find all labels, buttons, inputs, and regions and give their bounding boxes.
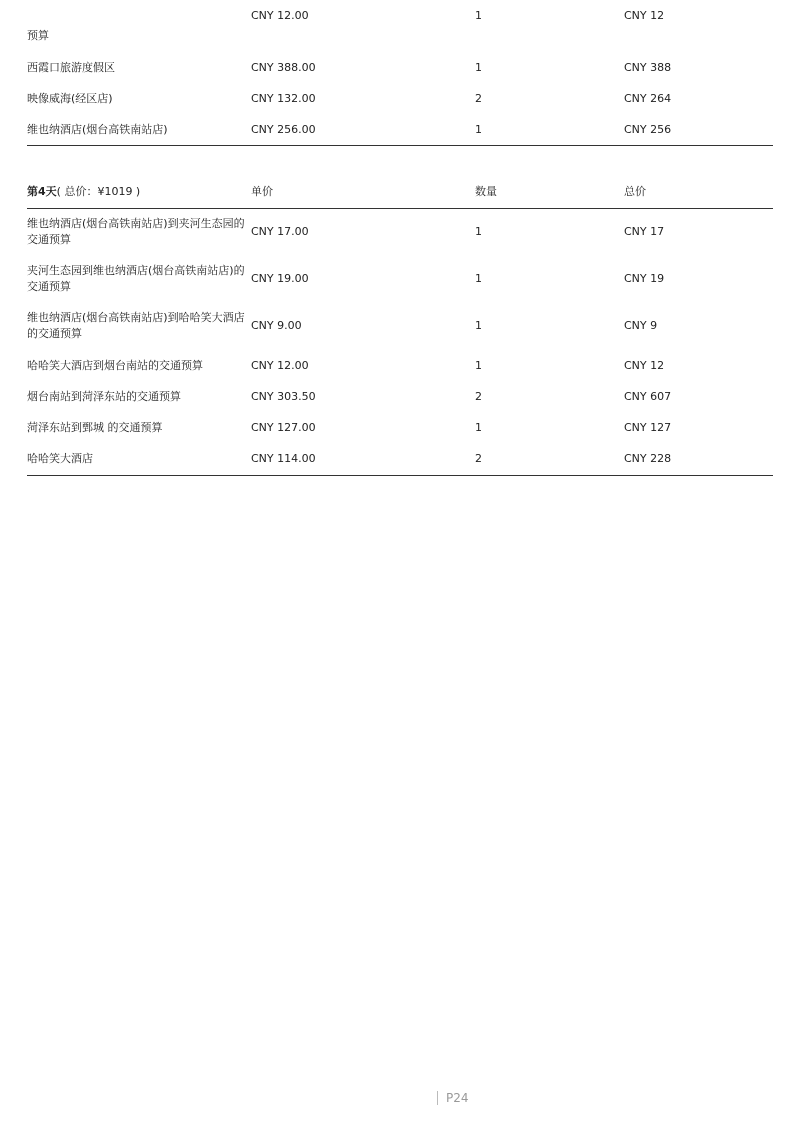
table-bottom-rule	[27, 475, 773, 476]
item-name: 哈哈笑大酒店到烟台南站的交通预算	[27, 359, 203, 372]
unit-price: CNY 12.00	[251, 9, 309, 22]
unit-price: CNY 114.00	[251, 452, 316, 465]
line-total: CNY 19	[624, 272, 665, 285]
quantity: 2	[475, 92, 482, 105]
line-total: CNY 9	[624, 319, 658, 332]
unit-price: CNY 388.00	[251, 61, 316, 74]
partial-table-row	[27, 0, 773, 46]
item-name: 菏泽东站到鄄城 的交通预算	[27, 421, 163, 434]
line-total: CNY 127	[624, 421, 672, 434]
day-title: 第4天	[27, 185, 57, 198]
line-total: CNY 607	[624, 390, 672, 403]
quantity: 1	[475, 319, 482, 332]
day-heading	[27, 184, 249, 200]
table-row	[27, 263, 773, 297]
line-total: CNY 17	[624, 225, 665, 238]
line-total: CNY 388	[624, 61, 672, 74]
unit-price: CNY 19.00	[251, 272, 309, 285]
line-total: CNY 228	[624, 452, 672, 465]
unit-price: CNY 12.00	[251, 359, 309, 372]
quantity: 1	[475, 421, 482, 434]
quantity: 1	[475, 123, 482, 136]
line-total: CNY 12	[624, 9, 665, 22]
unit-price: CNY 17.00	[251, 225, 309, 238]
quantity: 1	[475, 225, 482, 238]
item-name: 夹河生态园到维也纳酒店(烟台高铁南站店)的交通预算	[27, 264, 245, 293]
unit-price: CNY 132.00	[251, 92, 316, 105]
header-unit-price: 单价	[251, 185, 273, 198]
item-name: 维也纳酒店(烟台高铁南站店)到夹河生态园的交通预算	[27, 217, 245, 246]
item-name: 烟台南站到菏泽东站的交通预算	[27, 390, 181, 403]
line-total: CNY 264	[624, 92, 672, 105]
header-total: 总价	[624, 185, 646, 198]
quantity: 1	[475, 61, 482, 74]
page-number: P24	[437, 1091, 469, 1105]
table-bottom-rule	[27, 145, 773, 146]
line-total: CNY 12	[624, 359, 665, 372]
header-quantity: 数量	[475, 185, 497, 198]
item-name: 预算	[27, 29, 49, 42]
table-row	[27, 310, 773, 344]
quantity: 2	[475, 452, 482, 465]
item-name: 维也纳酒店(烟台高铁南站店)	[27, 123, 168, 136]
previous-day-table	[27, 0, 773, 150]
quantity: 2	[475, 390, 482, 403]
header-rule	[27, 208, 773, 209]
quantity: 1	[475, 272, 482, 285]
item-name: 西霞口旅游度假区	[27, 61, 115, 74]
unit-price: CNY 9.00	[251, 319, 302, 332]
day4-table	[27, 180, 773, 480]
unit-price: CNY 256.00	[251, 123, 316, 136]
quantity: 1	[475, 359, 482, 372]
item-name: 维也纳酒店(烟台高铁南站店)到哈哈笑大酒店的交通预算	[27, 311, 245, 340]
item-name: 映像威海(经区店)	[27, 92, 113, 105]
line-total: CNY 256	[624, 123, 672, 136]
day-subtotal: ( 总价：¥1019 )	[56, 185, 141, 198]
table-row	[27, 216, 773, 250]
unit-price: CNY 303.50	[251, 390, 316, 403]
item-name: 哈哈笑大酒店	[27, 452, 93, 465]
quantity: 1	[475, 9, 482, 22]
unit-price: CNY 127.00	[251, 421, 316, 434]
